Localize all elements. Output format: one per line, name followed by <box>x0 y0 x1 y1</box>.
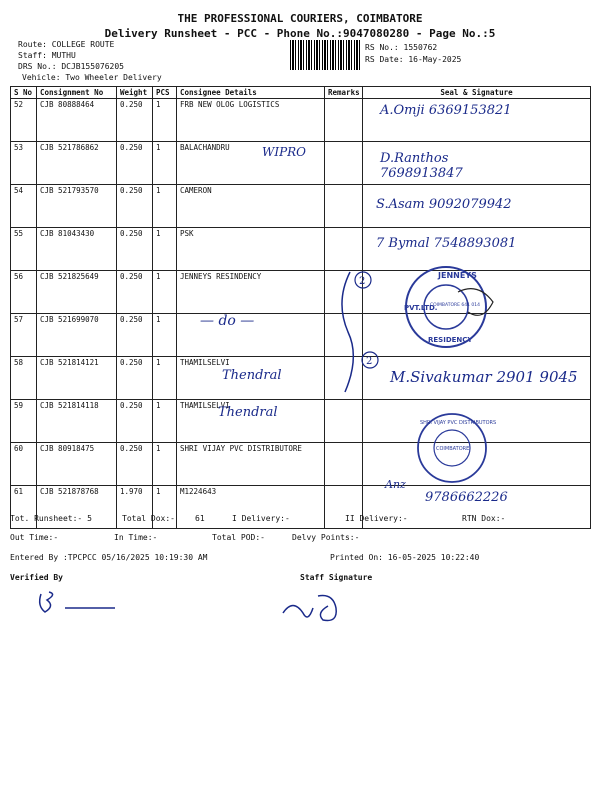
company-title: THE PROFESSIONAL COURIERS, COIMBATORE <box>177 12 423 25</box>
verified-by-signature <box>35 588 125 618</box>
stamp-text-left: PVT.LTD. <box>404 304 438 312</box>
stamp-vijay-top: SHRI VIJAY PVC DISTRIBUTORS <box>420 420 497 426</box>
table-row <box>11 443 591 486</box>
col-pcs: PCS <box>153 87 177 99</box>
ii-delivery: II Delivery:- <box>345 514 408 523</box>
cell-consignee: THAMILSELVI <box>177 357 325 400</box>
col-remarks: Remarks <box>325 87 363 99</box>
staff-label: Staff: MUTHU <box>18 51 76 60</box>
col-signature: Seal & Signature <box>363 87 591 99</box>
handwritten-phone-61: 9786662226 <box>425 490 508 505</box>
cell-consignee: SHRI VIJAY PVC DISTRIBUTORE <box>177 443 325 486</box>
cell-consignment: CJB 521814121 <box>37 357 117 400</box>
cell-weight: 0.250 <box>117 142 153 185</box>
rtn-dox: RTN Dox:- <box>462 514 506 523</box>
total-runsheet: Tot. Runsheet:- 5 <box>10 514 92 523</box>
cell-consignee: CAMERON <box>177 185 325 228</box>
handwritten-initials-61: Anz <box>385 478 406 491</box>
cell-consignment: CJB 521786862 <box>37 142 117 185</box>
rs-number: RS No.: 1550762 <box>365 43 438 52</box>
cell-consignment: CJB 81043430 <box>37 228 117 271</box>
cell-consignment: CJB 521825649 <box>37 271 117 314</box>
stamp-vijay-mid: COIMBATORE <box>436 446 470 452</box>
handwritten-note-wipro: WIPRO <box>262 145 307 159</box>
cell-consignee: M1224643 <box>177 486 325 529</box>
cell-weight: 0.250 <box>117 400 153 443</box>
handwritten-name-58: Thendral <box>222 368 282 383</box>
stamp-text-mid: COIMBATORE 641 014 <box>430 303 481 308</box>
handwritten-ditto-57: — do — <box>200 313 255 329</box>
cell-consignee: BALACHANDRU <box>177 142 325 185</box>
verified-by-label: Verified By <box>10 573 63 582</box>
runsheet-subtitle: Delivery Runsheet - PCC - Phone No.:9047080280 - Page No.:5 <box>104 27 496 40</box>
stamp-text-top: JENNEYS <box>438 271 477 280</box>
cell-remarks <box>325 99 363 142</box>
cell-sno: 55 <box>11 228 37 271</box>
table-row <box>11 271 591 314</box>
vehicle-label: Vehicle: Two Wheeler Delivery <box>22 73 162 82</box>
total-pod: Total POD:- <box>212 533 265 542</box>
cell-consignment: CJB 521814118 <box>37 400 117 443</box>
drs-label: DRS No.: DCJB155076205 <box>18 62 124 71</box>
cell-weight: 0.250 <box>117 314 153 357</box>
cell-weight: 0.250 <box>117 185 153 228</box>
cell-sno: 56 <box>11 271 37 314</box>
cell-weight: 0.250 <box>117 271 153 314</box>
handwritten-signature-53: D.Ranthos 7698913847 <box>380 151 463 181</box>
cell-pcs: 1 <box>153 142 177 185</box>
staff-signature-label: Staff Signature <box>300 573 373 582</box>
cell-remarks <box>325 400 363 443</box>
rs-date: RS Date: 16-May-2025 <box>365 55 462 64</box>
cell-consignment: CJB 521793570 <box>37 185 117 228</box>
cell-weight: 0.250 <box>117 99 153 142</box>
handwritten-signature-52: A.Omji 6369153821 <box>380 103 512 118</box>
cell-consignee: JENNEYS RESINDENCY <box>177 271 325 314</box>
stamp-text-bottom: RESIDENCY <box>428 336 473 344</box>
cell-pcs: 1 <box>153 314 177 357</box>
col-consignee: Consignee Details <box>177 87 325 99</box>
col-consignment: Consignment No <box>37 87 117 99</box>
in-time: In Time:- <box>114 533 158 542</box>
cell-sno: 54 <box>11 185 37 228</box>
cell-sno: 59 <box>11 400 37 443</box>
cell-sno: 52 <box>11 99 37 142</box>
barcode <box>290 40 360 70</box>
shri-vijay-stamp <box>408 410 498 490</box>
printed-on: Printed On: 16-05-2025 10:22:40 <box>330 553 480 562</box>
cell-weight: 0.250 <box>117 443 153 486</box>
handwritten-name-59: Thendral <box>218 405 278 420</box>
handwritten-signature-58-59: M.Sivakumar 2901 9045 <box>390 368 578 386</box>
cell-pcs: 1 <box>153 443 177 486</box>
cell-weight: 0.250 <box>117 357 153 400</box>
cell-pcs: 1 <box>153 185 177 228</box>
cell-sno: 58 <box>11 357 37 400</box>
i-delivery: I Delivery:- <box>232 514 290 523</box>
cell-pcs: 1 <box>153 486 177 529</box>
table-row <box>11 314 591 357</box>
cell-consignment: CJB 80918475 <box>37 443 117 486</box>
cell-consignment: CJB 521878768 <box>37 486 117 529</box>
staff-signature-mark <box>278 588 358 628</box>
cell-pcs: 1 <box>153 271 177 314</box>
col-sno: S No <box>11 87 37 99</box>
route-label: Route: COLLEGE ROUTE <box>18 40 115 49</box>
cell-weight: 0.250 <box>117 228 153 271</box>
cell-sno: 57 <box>11 314 37 357</box>
cell-pcs: 1 <box>153 228 177 271</box>
remark-mark-2: 2 <box>366 356 373 367</box>
col-weight: Weight <box>117 87 153 99</box>
cell-sno: 61 <box>11 486 37 529</box>
cell-weight: 1.970 <box>117 486 153 529</box>
cell-consignment: CJB 80888464 <box>37 99 117 142</box>
delvy-points: Delvy Points:- <box>292 533 360 542</box>
cell-consignee: PSK <box>177 228 325 271</box>
total-dox-label: Total Dox:- <box>122 514 175 523</box>
entered-by: Entered By :TPCPCC 05/16/2025 10:19:30 AM <box>10 553 208 562</box>
cell-pcs: 1 <box>153 400 177 443</box>
handwritten-signature-55: 7 Bymal 7548893081 <box>376 236 517 251</box>
cell-consignee: FRB NEW OLOG LOGISTICS <box>177 99 325 142</box>
total-dox-value: 61 <box>195 514 205 523</box>
cell-pcs: 1 <box>153 99 177 142</box>
cell-remarks <box>325 142 363 185</box>
remark-mark-1: 2 <box>359 276 366 287</box>
handwritten-signature-54: S.Asam 9092079942 <box>376 197 512 212</box>
table-header-row <box>11 87 591 99</box>
cell-remarks <box>325 185 363 228</box>
out-time: Out Time:- <box>10 533 59 542</box>
cell-sno: 60 <box>11 443 37 486</box>
cell-pcs: 1 <box>153 357 177 400</box>
cell-consignment: CJB 521699070 <box>37 314 117 357</box>
cell-sno: 53 <box>11 142 37 185</box>
remarks-brace-marks <box>330 262 390 402</box>
cell-consignee: THAMILSELVI <box>177 400 325 443</box>
cell-remarks <box>325 443 363 486</box>
jenneys-stamp <box>398 262 498 352</box>
table-row <box>11 400 591 443</box>
